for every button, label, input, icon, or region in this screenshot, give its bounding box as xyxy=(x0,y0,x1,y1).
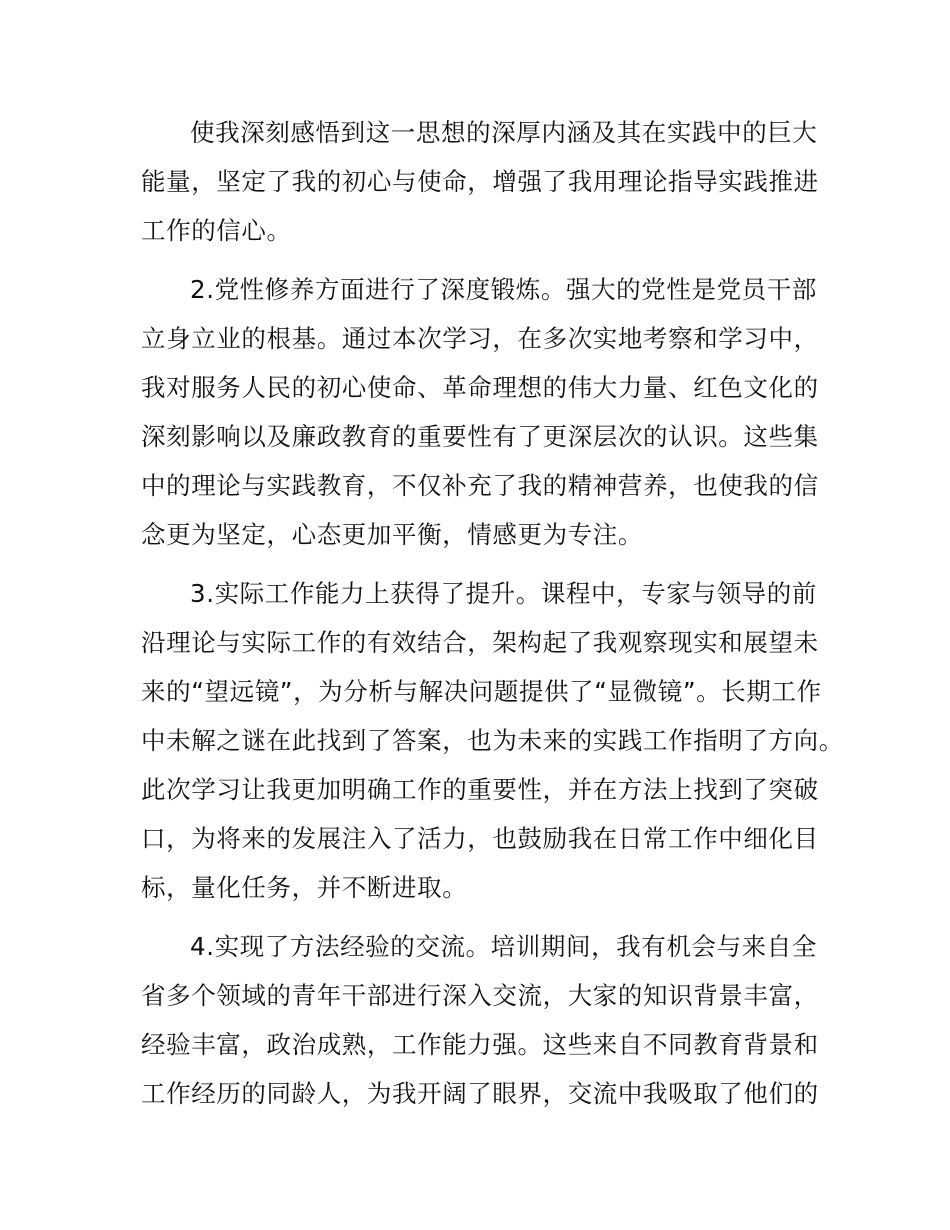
text-line: 省多个领域的青年干部进行深入交流，大家的知识背景丰富， xyxy=(141,981,819,1010)
text-line: 念更为坚定，心态更加平衡，情感更为专注。 xyxy=(141,520,643,549)
text-line: 2.党性修养方面进行了深度锻炼。强大的党性是党员干部 xyxy=(190,275,817,304)
text-line: 我对服务人民的初心使命、革命理想的伟大力量、红色文化的 xyxy=(141,373,819,402)
text-line: 中未解之谜在此找到了答案，也为未来的实践工作指明了方向。 xyxy=(141,726,844,755)
text-line: 使我深刻感悟到这一思想的深厚内涵及其在实践中的巨大 xyxy=(190,118,818,147)
text-line: 4.实现了方法经验的交流。培训期间，我有机会与来自全 xyxy=(190,932,817,961)
text-line: 中的理论与实践教育，不仅补充了我的精神营养，也使我的信 xyxy=(141,471,819,500)
document-body xyxy=(141,108,844,1118)
text-line: 此次学习让我更加明确工作的重要性，并在方法上找到了突破 xyxy=(141,775,819,804)
paragraph-1 xyxy=(141,108,831,255)
text-line: 工作经历的同龄人，为我开阔了眼界，交流中我吸取了他们的 xyxy=(141,1079,819,1108)
text-line: 口，为将来的发展注入了活力，也鼓励我在日常工作中细化目 xyxy=(141,824,819,853)
text-line: 经验丰富，政治成熟，工作能力强。这些来自不同教育背景和 xyxy=(141,1030,819,1059)
text-line: 标，量化任务，并不断进取。 xyxy=(141,873,468,902)
text-line: 3.实际工作能力上获得了提升。课程中，专家与领导的前 xyxy=(190,579,817,608)
paragraph-2 xyxy=(141,265,831,559)
text-line: 工作的信心。 xyxy=(141,216,292,245)
text-line: 深刻影响以及廉政教育的重要性有了更深层次的认识。这些集 xyxy=(141,422,819,451)
text-line: 沿理论与实际工作的有效结合，架构起了我观察现实和展望未 xyxy=(141,628,819,657)
paragraph-3 xyxy=(141,569,844,912)
text-line: 立身立业的根基。通过本次学习，在多次实地考察和学习中， xyxy=(141,324,819,353)
text-line: 能量，坚定了我的初心与使命，增强了我用理论指导实践推进 xyxy=(141,167,819,196)
paragraph-4 xyxy=(141,922,831,1118)
text-line: 来的“望远镜”，为分析与解决问题提供了“显微镜”。长期工作 xyxy=(141,677,822,706)
